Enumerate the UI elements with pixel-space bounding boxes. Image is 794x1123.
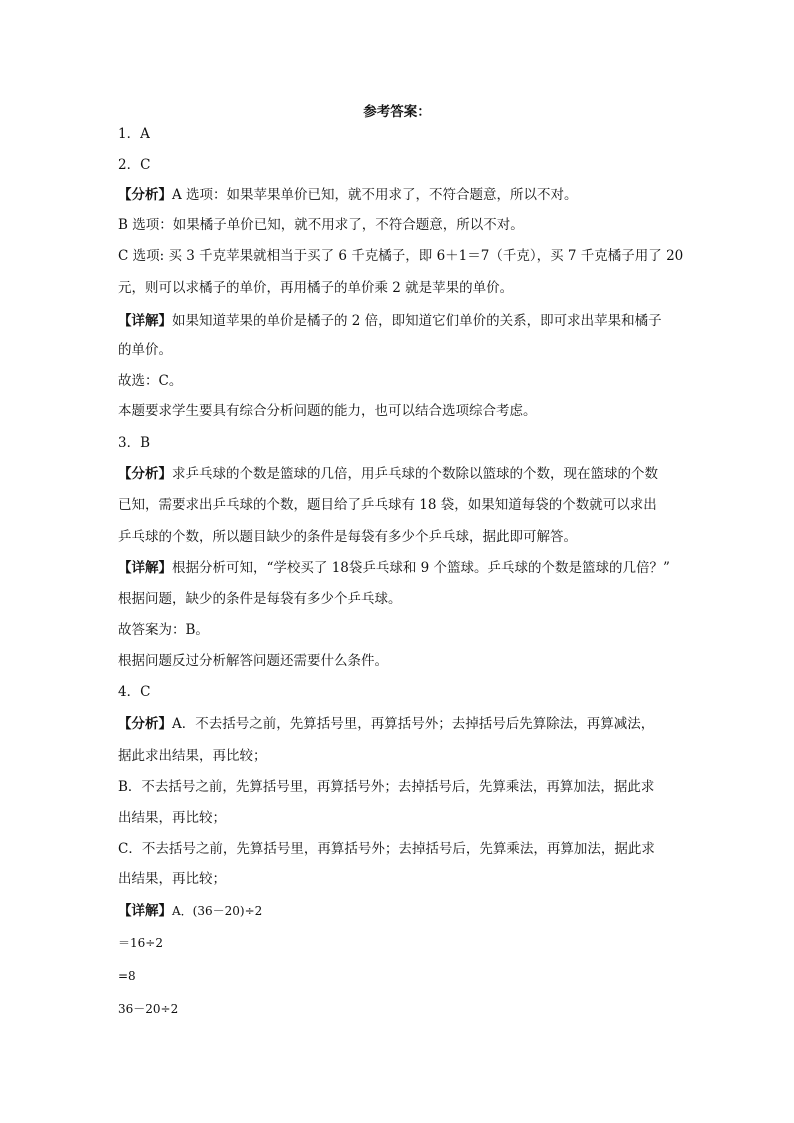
- text-line: 【详解】A．(36－20)÷2: [118, 903, 263, 919]
- text-line: 根据问题反过分析解答问题还需要什么条件。: [118, 653, 388, 669]
- math-line: ＝16÷2: [118, 936, 163, 950]
- text-line: 【分析】A 选项：如果苹果单价已知，就不用求了，不符合题意，所以不对。: [118, 187, 578, 203]
- text-line: 3．B: [118, 435, 151, 451]
- text-line: 【分析】求乒乓球的个数是篮球的几倍，用乒乓球的个数除以篮球的个数，现在篮球的个数: [118, 466, 658, 482]
- text-line: 的单价。: [118, 342, 172, 358]
- text-line: 【详解】如果知道苹果的单价是橘子的 2 倍，即知道它们单价的关系，即可求出苹果和橘子: [118, 313, 662, 329]
- text-line: 乒乓球的个数，所以题目缺少的条件是每袋有多少个乒乓球，据此即可解答。: [118, 529, 577, 545]
- text-line: 出结果，再比较；: [118, 810, 226, 826]
- text-line: B．不去括号之前，先算括号里，再算括号外；去掉括号后，先算乘法，再算加法，据此求: [118, 779, 655, 795]
- math-line: =8: [118, 969, 136, 983]
- math-line: 36－20÷2: [118, 1002, 179, 1016]
- text-line: 【详解】根据分析可知，“学校买了 18袋乒乓球和 9 个篮球。乒乓球的个数是篮球的几倍？”: [118, 560, 670, 576]
- text-line: 故选：C。: [118, 373, 183, 389]
- text-line: 根据问题，缺少的条件是每袋有多少个乒乓球。: [118, 591, 402, 607]
- section-tag: 【详解】: [118, 903, 172, 919]
- text-line: 已知，需要求出乒乓球的个数，题目给了乒乓球有 18 袋，如果知道每袋的个数就可以求出: [118, 497, 657, 513]
- section-tag: 【分析】: [118, 187, 172, 203]
- text-line: 出结果，再比较；: [118, 871, 226, 887]
- section-tag: 【详解】: [118, 560, 172, 576]
- section-tag: 【分析】: [118, 466, 172, 482]
- text-line: 故答案为：B。: [118, 622, 209, 638]
- text-line: 4．C: [118, 684, 151, 700]
- page-title: 参考答案：: [363, 104, 431, 120]
- text-line: 元，则可以求橘子的单价，再用橘子的单价乘 2 就是苹果的单价。: [118, 280, 514, 296]
- text-line: C 选项: 买 3 千克苹果就相当于买了 6 千克橘子，即 6＋1＝7（千克），买 7 千克橘子用了 20: [118, 248, 684, 264]
- text-line: 本题要求学生要具有综合分析问题的能力，也可以结合选项综合考虑。: [118, 403, 537, 419]
- text-line: 【分析】A．不去括号之前，先算括号里，再算括号外；去掉括号后先算除法，再算减法，: [118, 716, 655, 732]
- text-line: 2．C: [118, 157, 151, 173]
- section-tag: 【分析】: [118, 716, 172, 732]
- text-line: C．不去括号之前，先算括号里，再算括号外；去掉括号后，先算乘法，再算加法，据此求: [118, 841, 655, 857]
- text-line: B 选项：如果橘子单价已知，就不用求了，不符合题意，所以不对。: [118, 217, 524, 233]
- text-line: 据此求出结果，再比较；: [118, 748, 267, 764]
- section-tag: 【详解】: [118, 313, 172, 329]
- text-line: 1．A: [118, 126, 150, 142]
